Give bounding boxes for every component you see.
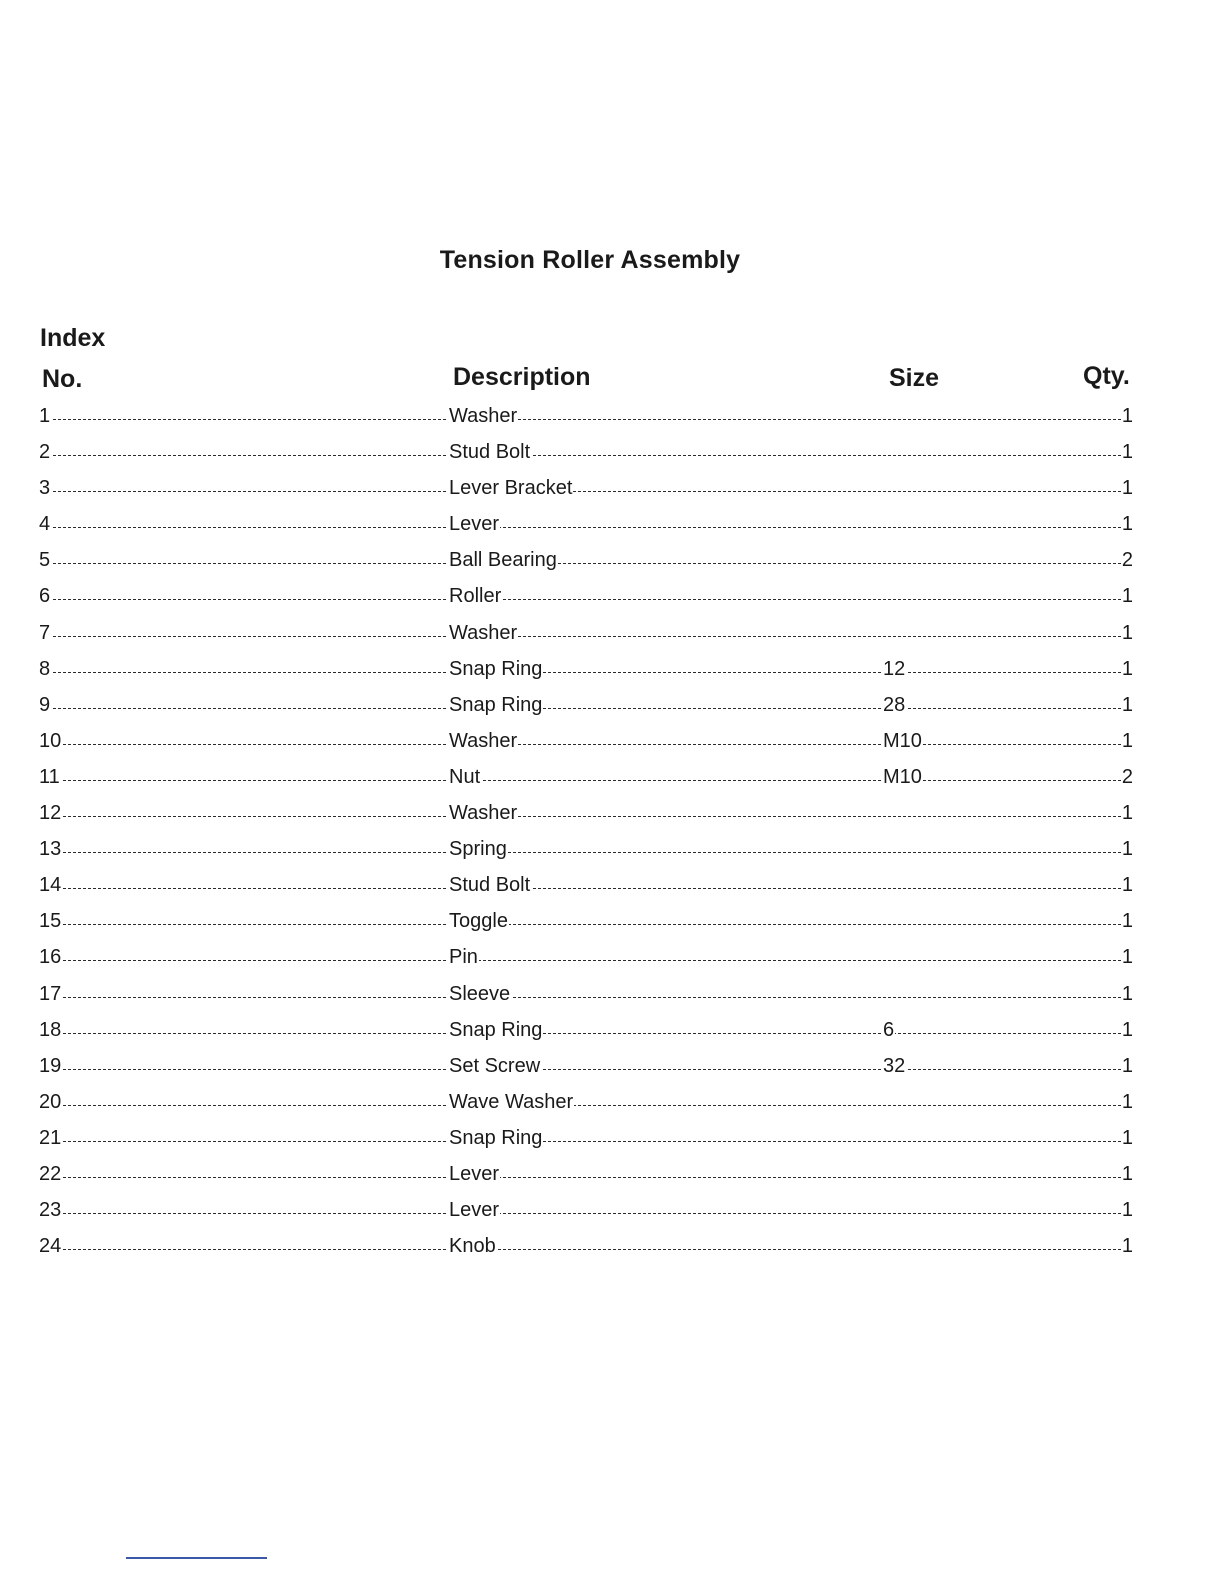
row-qty: 1 (1121, 615, 1134, 651)
header-size: Size (889, 364, 940, 392)
dotted-leader (38, 563, 1126, 564)
row-qty: 1 (1121, 434, 1134, 470)
row-description: Wave Washer (448, 1084, 574, 1120)
row-description: Washer (448, 723, 518, 759)
table-row (38, 1120, 1134, 1156)
row-index-no: 7 (38, 615, 51, 651)
row-size: M10 (882, 723, 923, 759)
row-description: Toggle (448, 903, 509, 939)
table-row (38, 1084, 1134, 1120)
dotted-leader (38, 599, 1126, 600)
row-index-no: 2 (38, 434, 51, 470)
dotted-leader (38, 816, 1126, 817)
row-index-no: 11 (38, 759, 61, 795)
row-index-no: 20 (38, 1084, 62, 1120)
dotted-leader (38, 1141, 1126, 1142)
row-index-no: 23 (38, 1192, 62, 1228)
row-index-no: 14 (38, 867, 62, 903)
row-description: Ball Bearing (448, 542, 558, 578)
row-index-no: 18 (38, 1012, 62, 1048)
table-row (38, 470, 1134, 506)
row-description: Snap Ring (448, 1012, 543, 1048)
row-qty: 1 (1121, 831, 1134, 867)
table-row (38, 867, 1134, 903)
dotted-leader (38, 491, 1126, 492)
row-qty: 1 (1121, 1120, 1134, 1156)
row-qty: 1 (1121, 1192, 1134, 1228)
row-description: Lever (448, 1192, 500, 1228)
row-index-no: 8 (38, 651, 51, 687)
decorative-underline (126, 1557, 267, 1559)
table-row (38, 542, 1134, 578)
table-row (38, 651, 1134, 687)
row-description: Washer (448, 795, 518, 831)
row-qty: 1 (1121, 506, 1134, 542)
row-index-no: 9 (38, 687, 51, 723)
row-index-no: 3 (38, 470, 51, 506)
table-row (38, 759, 1134, 795)
row-qty: 1 (1121, 795, 1134, 831)
table-row (38, 939, 1134, 975)
row-size: 32 (882, 1048, 906, 1084)
row-index-no: 4 (38, 506, 51, 542)
row-index-no: 21 (38, 1120, 62, 1156)
dotted-leader (38, 997, 1126, 998)
row-description: Snap Ring (448, 687, 543, 723)
row-description: Set Screw (448, 1048, 541, 1084)
row-description: Snap Ring (448, 651, 543, 687)
row-qty: 1 (1121, 1012, 1134, 1048)
row-description: Lever (448, 506, 500, 542)
dotted-leader (38, 1177, 1126, 1178)
row-index-no: 10 (38, 723, 62, 759)
row-qty: 1 (1121, 398, 1134, 434)
dotted-leader (38, 924, 1126, 925)
row-size: 28 (882, 687, 906, 723)
table-row (38, 723, 1134, 759)
row-description: Sleeve (448, 976, 511, 1012)
row-index-no: 16 (38, 939, 62, 975)
table-row (38, 434, 1134, 470)
row-size: M10 (882, 759, 923, 795)
table-row (38, 831, 1134, 867)
table-row (38, 1228, 1134, 1264)
dotted-leader (38, 1213, 1126, 1214)
header-qty: Qty. (1083, 362, 1130, 390)
row-qty: 1 (1121, 939, 1134, 975)
table-row (38, 976, 1134, 1012)
row-size: 12 (882, 651, 906, 687)
dotted-leader (38, 888, 1126, 889)
table-row (38, 1012, 1134, 1048)
row-description: Spring (448, 831, 508, 867)
row-qty: 2 (1121, 759, 1134, 795)
table-row (38, 903, 1134, 939)
row-index-no: 12 (38, 795, 62, 831)
table-row (38, 398, 1134, 434)
row-qty: 1 (1121, 470, 1134, 506)
row-description: Nut (448, 759, 481, 795)
row-index-no: 6 (38, 578, 51, 614)
row-qty: 1 (1121, 723, 1134, 759)
row-description: Knob (448, 1228, 497, 1264)
table-row (38, 615, 1134, 651)
row-qty: 1 (1121, 1228, 1134, 1264)
dotted-leader (38, 419, 1126, 420)
page-title: Tension Roller Assembly (439, 246, 741, 274)
table-row (38, 1156, 1134, 1192)
row-description: Washer (448, 398, 518, 434)
dotted-leader (38, 636, 1126, 637)
row-index-no: 17 (38, 976, 62, 1012)
table-row (38, 578, 1134, 614)
row-size: 6 (882, 1012, 895, 1048)
row-description: Roller (448, 578, 502, 614)
dotted-leader (38, 527, 1126, 528)
row-description: Stud Bolt (448, 867, 531, 903)
row-qty: 1 (1121, 578, 1134, 614)
row-qty: 1 (1121, 976, 1134, 1012)
table-row (38, 687, 1134, 723)
row-index-no: 15 (38, 903, 62, 939)
row-description: Lever (448, 1156, 500, 1192)
row-index-no: 22 (38, 1156, 62, 1192)
dotted-leader (38, 1105, 1126, 1106)
row-description: Pin (448, 939, 479, 975)
row-description: Stud Bolt (448, 434, 531, 470)
parts-list (38, 398, 1134, 1264)
row-index-no: 24 (38, 1228, 62, 1264)
table-row (38, 795, 1134, 831)
dotted-leader (38, 708, 1126, 709)
dotted-leader (38, 744, 1126, 745)
row-description: Lever Bracket (448, 470, 573, 506)
row-qty: 1 (1121, 867, 1134, 903)
dotted-leader (38, 1249, 1126, 1250)
row-qty: 1 (1121, 1084, 1134, 1120)
dotted-leader (38, 672, 1126, 673)
table-row (38, 506, 1134, 542)
dotted-leader (38, 1069, 1126, 1070)
header-description: Description (453, 363, 591, 391)
dotted-leader (38, 780, 1126, 781)
dotted-leader (38, 1033, 1126, 1034)
row-index-no: 1 (38, 398, 51, 434)
header-index: Index (40, 324, 106, 352)
row-qty: 1 (1121, 903, 1134, 939)
row-qty: 1 (1121, 1048, 1134, 1084)
dotted-leader (38, 852, 1126, 853)
row-description: Snap Ring (448, 1120, 543, 1156)
dotted-leader (38, 960, 1126, 961)
row-index-no: 13 (38, 831, 62, 867)
table-row (38, 1048, 1134, 1084)
dotted-leader (38, 455, 1126, 456)
row-index-no: 19 (38, 1048, 62, 1084)
row-qty: 1 (1121, 1156, 1134, 1192)
row-index-no: 5 (38, 542, 51, 578)
header-no: No. (42, 365, 83, 393)
table-row (38, 1192, 1134, 1228)
row-qty: 1 (1121, 687, 1134, 723)
row-qty: 2 (1121, 542, 1134, 578)
row-description: Washer (448, 615, 518, 651)
row-qty: 1 (1121, 651, 1134, 687)
